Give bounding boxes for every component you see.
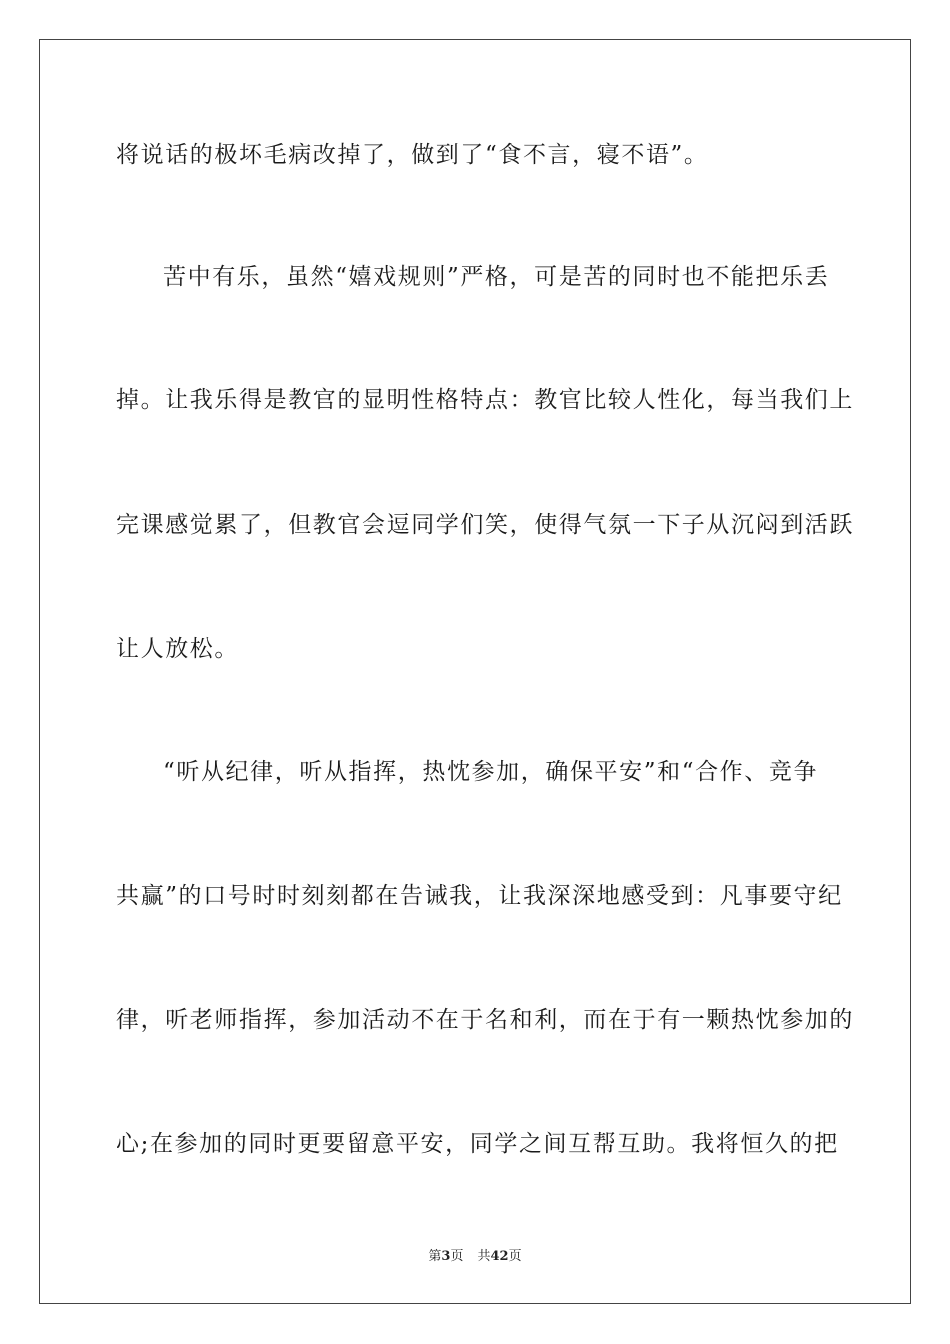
footer-total-prefix: 共 [477,1249,491,1264]
text-line-3: 掉。让我乐得是教官的显明性格特点：教官比较人性化，每当我们上 [116,387,854,413]
page-border [39,39,911,1304]
footer-page-number: 3 [441,1249,451,1264]
footer-page-prefix: 第 [428,1249,442,1264]
text-line-5: 让人放松。 [116,636,239,662]
text-line-4: 完课感觉累了，但教官会逗同学们笑，使得气氛一下子从沉闷到活跃 [116,512,854,538]
text-line-9: 心;在参加的同时更要留意平安，同学之间互帮互助。我将恒久的把 [116,1131,839,1157]
text-line-7: 共赢”的口号时时刻刻都在告诫我，让我深深地感受到：凡事要守纪 [116,883,843,909]
footer-total-suffix: 页 [508,1249,522,1264]
footer-page-suffix: 页 [450,1249,464,1264]
text-line-1: 将说话的极坏毛病改掉了，做到了“食不言，寝不语”。 [116,142,709,168]
text-line-8: 律，听老师指挥，参加活动不在于名和利，而在于有一颗热忱参加的 [116,1007,854,1033]
page-footer [0,1248,950,1266]
text-line-2: 苦中有乐，虽然“嬉戏规则”严格，可是苦的同时也不能把乐丢 [163,264,830,290]
text-line-6: “听从纪律，听从指挥，热忱参加，确保平安”和“合作、竞争 [163,759,819,785]
footer-total-pages: 42 [490,1249,509,1264]
